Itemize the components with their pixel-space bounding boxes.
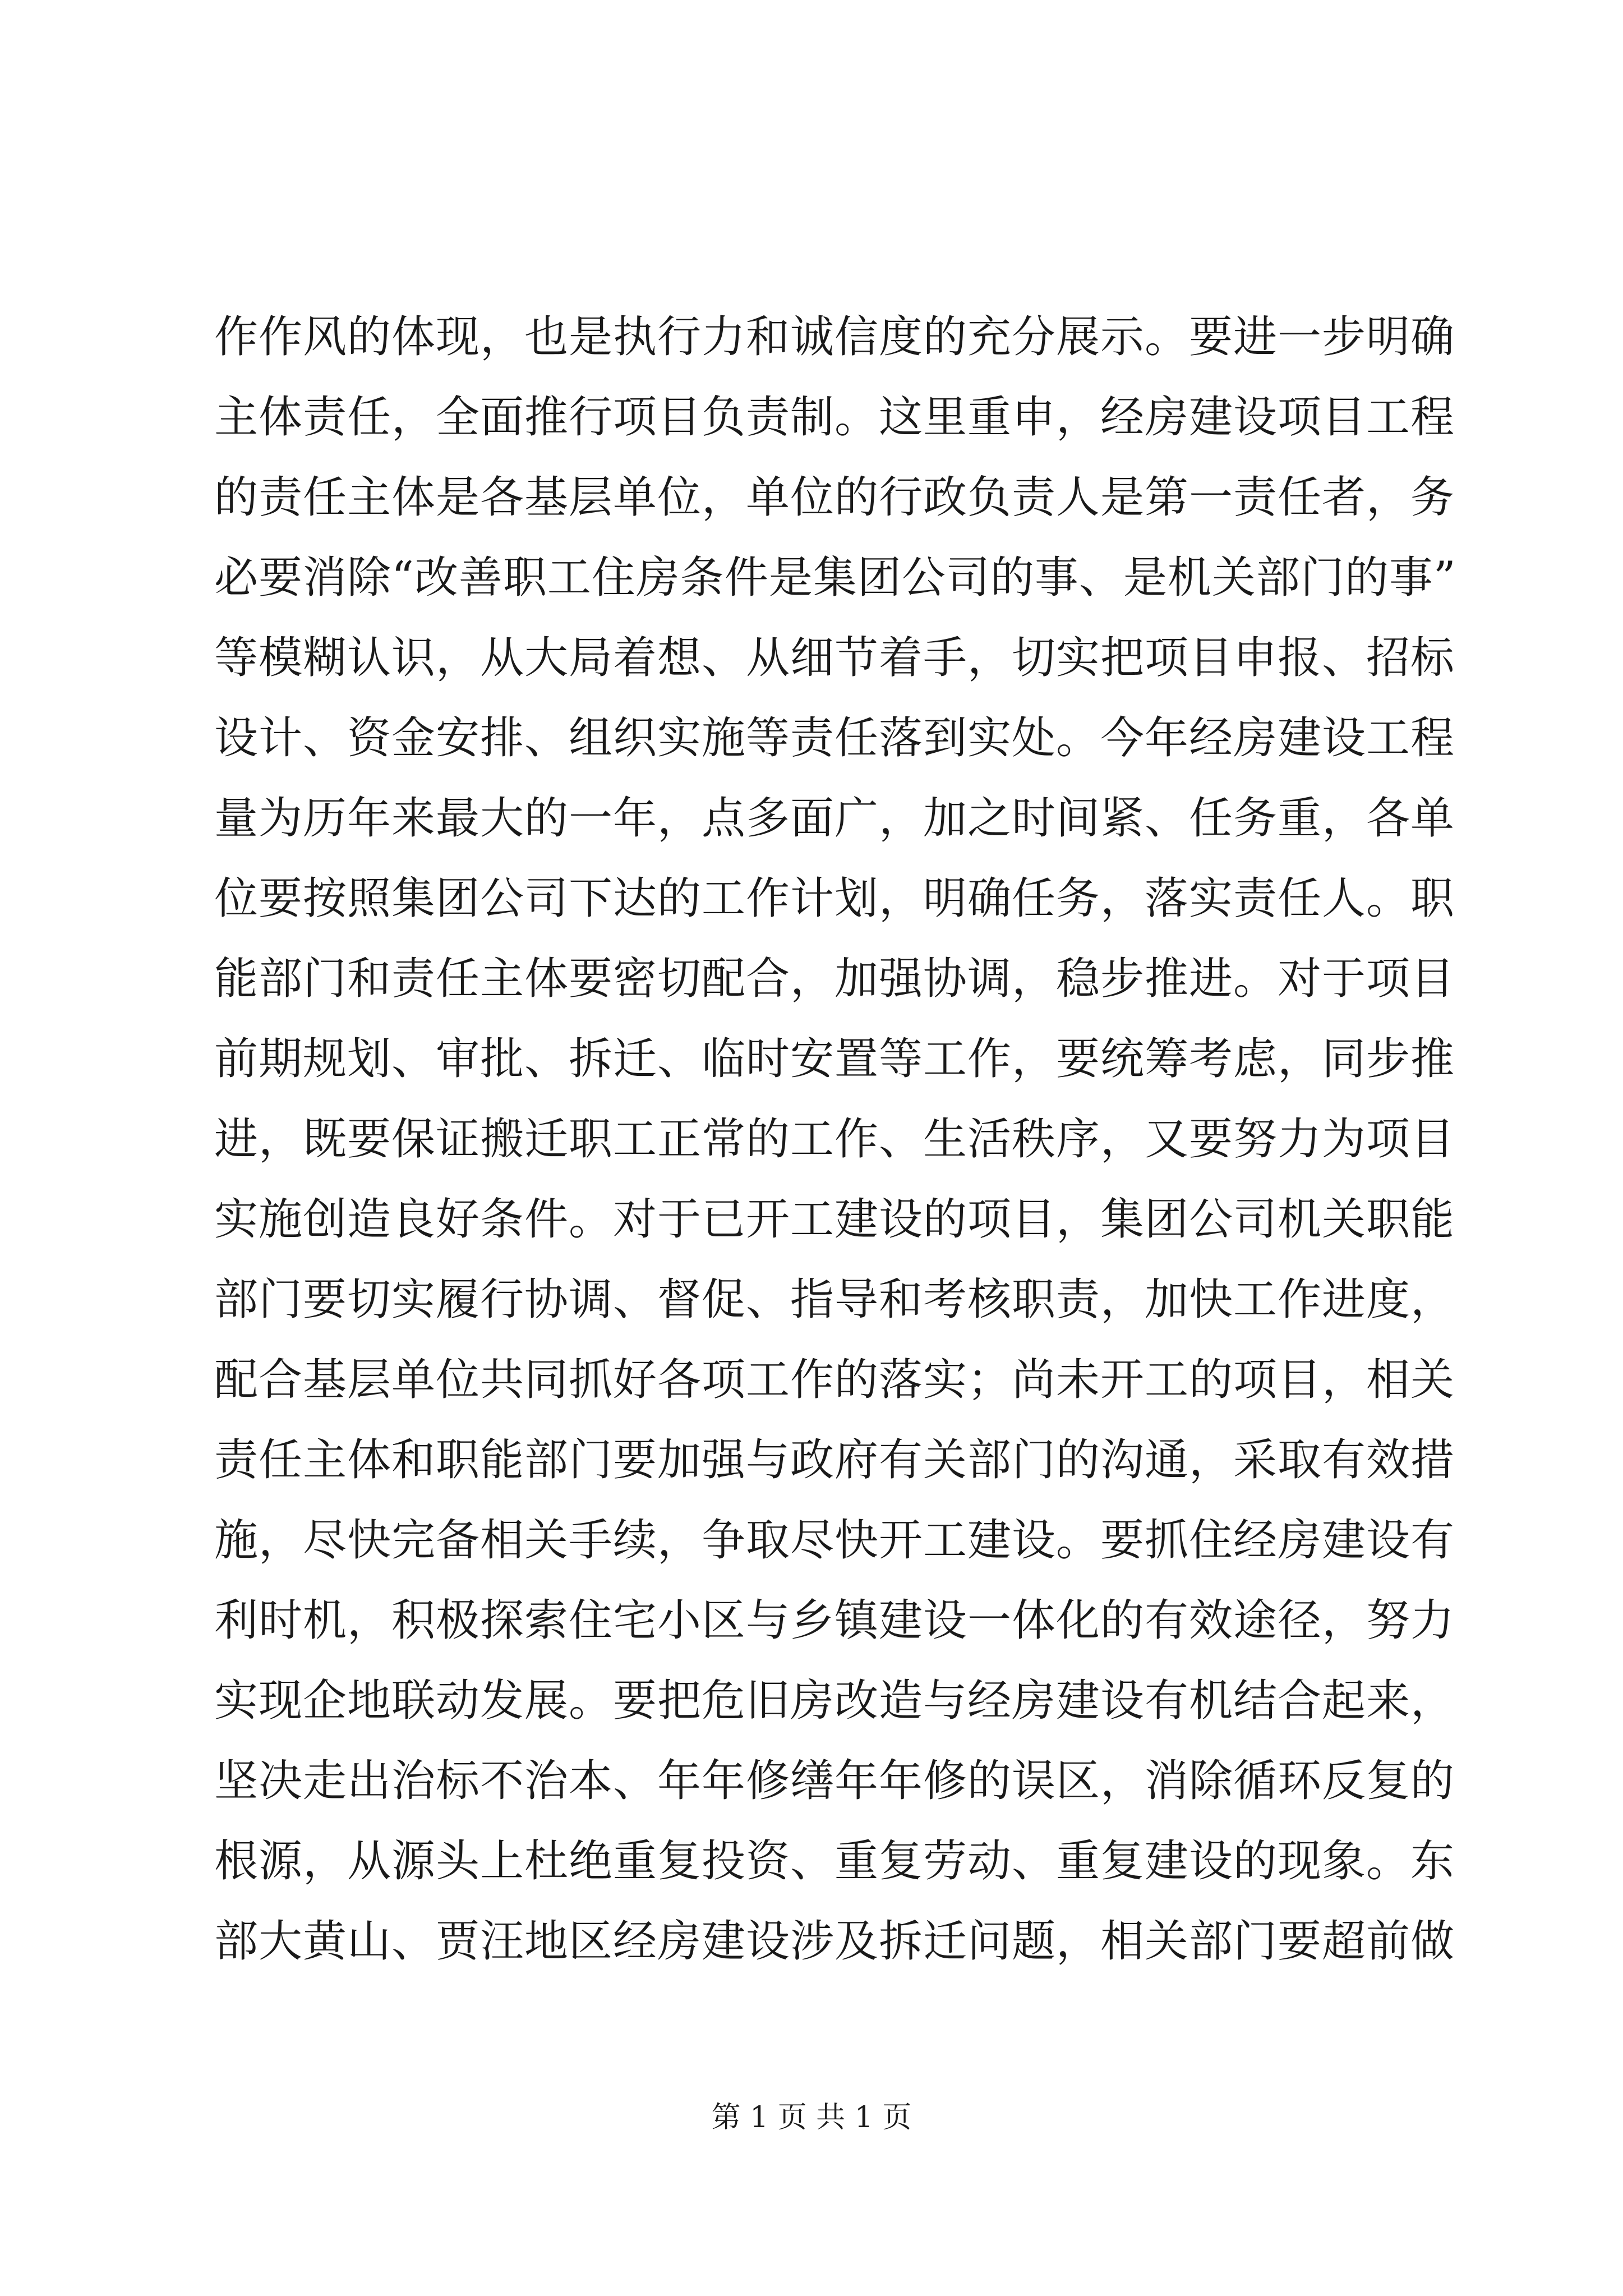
text-line: 部大黄山、贾汪地区经房建设涉及拆迁问题，相关部门要超前做 [214,1916,1455,1967]
text-line: 进，既要保证搬迁职工正常的工作、生活秩序，又要努力为项目 [214,1114,1455,1165]
text-line: 实现企地联动发展。要把危旧房改造与经房建设有机结合起来， [214,1676,1455,1726]
page-footer: 第 1 页 共 1 页 [711,2101,912,2134]
text-line: 必要消除“改善职工住房条件是集团公司的事、是机关部门的事” [214,553,1456,603]
text-line: 量为历年来最大的一年，点多面广，加之时间紧、任务重，各单 [214,793,1455,844]
text-line: 施，尽快完备相关手续，争取尽快开工建设。要抓住经房建设有 [214,1515,1455,1566]
text-line: 部门要切实履行协调、督促、指导和考核职责，加快工作进度， [214,1274,1455,1325]
text-line: 位要按照集团公司下达的工作计划，明确任务，落实责任人。职 [214,873,1455,924]
text-line: 前期规划、审批、拆迁、临时安置等工作，要统筹考虑，同步推 [214,1034,1455,1084]
text-line: 根源，从源头上杜绝重复投资、重复劳动、重复建设的现象。东 [214,1836,1455,1887]
text-line: 的责任主体是各基层单位，单位的行政负责人是第一责任者，务 [214,472,1455,523]
text-line: 利时机，积极探索住宅小区与乡镇建设一体化的有效途径，努力 [214,1595,1455,1646]
text-line: 坚决走出治标不治本、年年修缮年年修的误区，消除循环反复的 [214,1756,1455,1806]
text-line: 作作风的体现，也是执行力和诚信度的充分展示。要进一步明确 [214,312,1455,362]
text-line: 责任主体和职能部门要加强与政府有关部门的沟通，采取有效措 [214,1435,1455,1485]
text-line: 设计、资金安排、组织实施等责任落到实处。今年经房建设工程 [214,713,1455,763]
text-line: 等模糊认识，从大局着想、从细节着手，切实把项目申报、招标 [214,633,1455,683]
text-line: 主体责任，全面推行项目负责制。这里重申，经房建设项目工程 [214,392,1455,443]
text-line: 实施创造良好条件。对于已开工建设的项目，集团公司机关职能 [214,1194,1455,1245]
text-line: 配合基层单位共同抓好各项工作的落实；尚未开工的项目，相关 [214,1355,1455,1405]
text-line: 能部门和责任主体要密切配合，加强协调，稳步推进。对于项目 [214,954,1455,1004]
body-text [214,297,1456,1982]
